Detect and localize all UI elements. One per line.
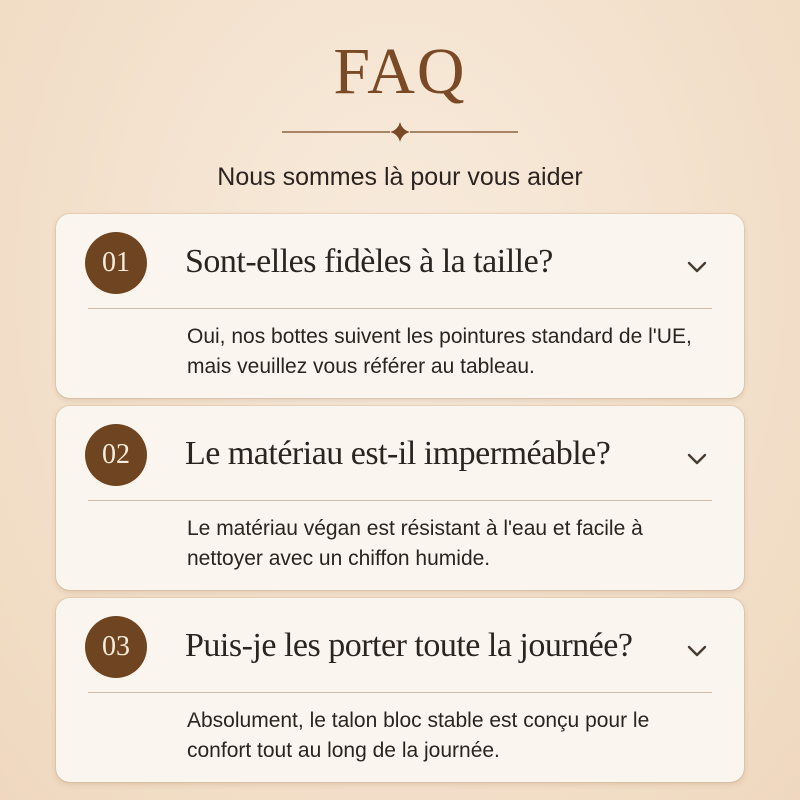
ornament-divider — [282, 120, 518, 144]
faq-question[interactable]: Puis-je les porter toute la journée? — [185, 627, 633, 664]
faq-question[interactable]: Le matériau est-il imperméable? — [185, 435, 611, 472]
faq-answer: Le matériau végan est résistant à l'eau et facile à nettoyer avec un chiffon humide. — [187, 517, 643, 570]
faq-list — [56, 214, 744, 790]
chevron-down-icon[interactable] — [684, 254, 710, 280]
faq-divider — [88, 500, 712, 501]
faq-question[interactable]: Sont-elles fidèles à la taille? — [185, 243, 553, 280]
faq-item[interactable] — [56, 406, 744, 590]
page-subtitle: Nous sommes là pour vous aider — [217, 163, 583, 191]
faq-number-badge: 01 — [85, 232, 147, 294]
faq-item[interactable] — [56, 214, 744, 398]
faq-item[interactable] — [56, 598, 744, 782]
page-title: FAQ — [333, 35, 467, 108]
chevron-down-icon[interactable] — [684, 446, 710, 472]
diamond-star-icon — [390, 122, 410, 142]
chevron-down-icon[interactable] — [684, 638, 710, 664]
faq-number-badge: 03 — [85, 616, 147, 678]
faq-header — [0, 0, 800, 210]
faq-divider — [88, 308, 712, 309]
faq-answer: Absolument, le talon bloc stable est conçu pour le confort tout au long de la journée. — [187, 709, 650, 762]
faq-answer: Oui, nos bottes suivent les pointures standard de l'UE, mais veuillez vous référer au tableau. — [187, 325, 692, 378]
faq-divider — [88, 692, 712, 693]
faq-number-badge: 02 — [85, 424, 147, 486]
